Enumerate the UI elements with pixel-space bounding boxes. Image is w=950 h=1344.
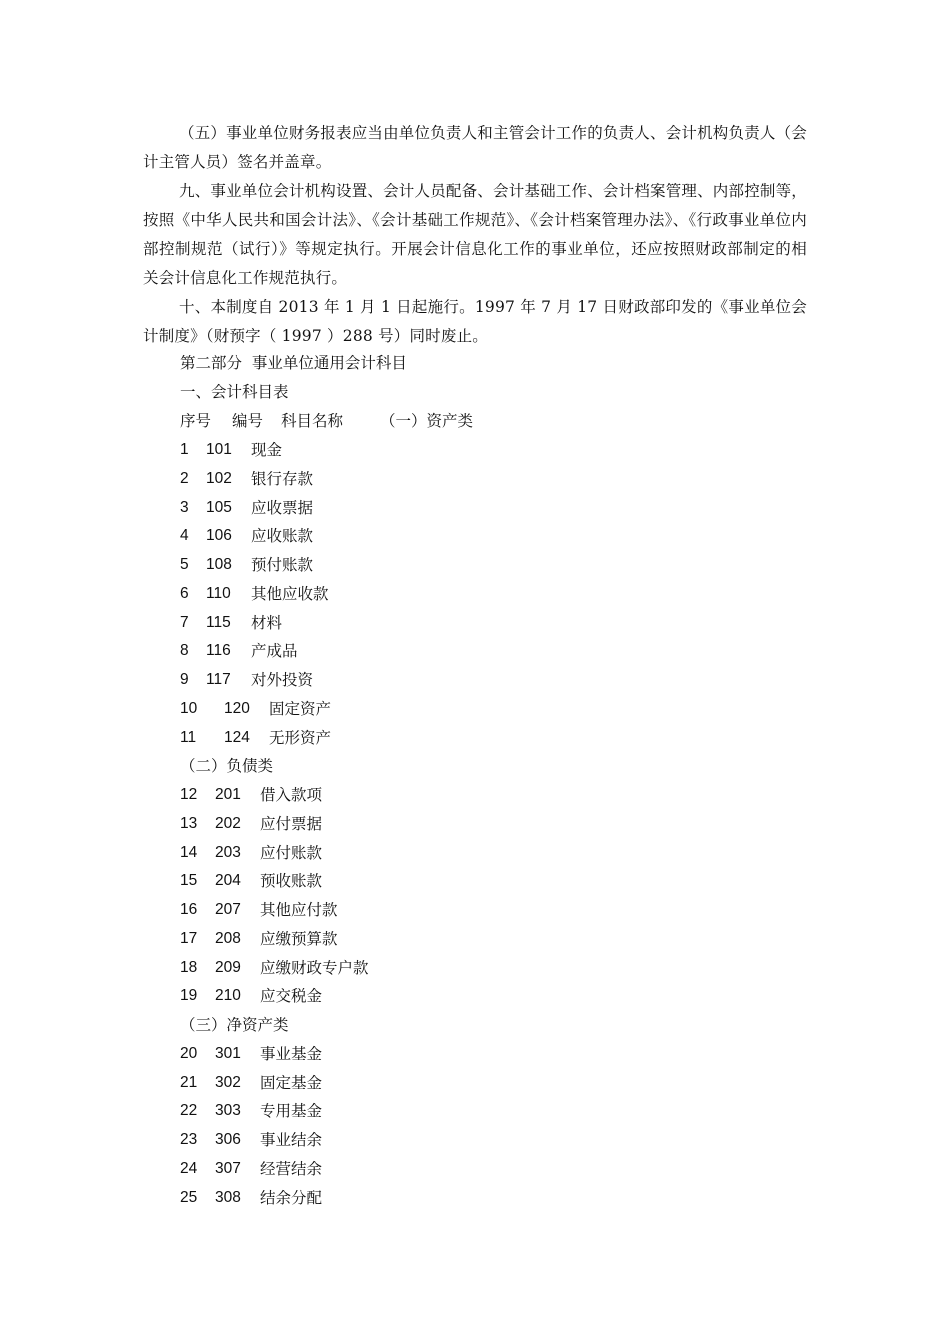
row-seq: 16 — [180, 901, 198, 918]
row-seq: 19 — [180, 987, 198, 1005]
row-name: 银行存款 — [251, 469, 314, 488]
row-name: 应缴财政专户款 — [260, 958, 369, 977]
paragraph-signature-requirement: （五）事业单位财务报表应当由单位负责人和主管会计工作的负责人、会计机构负责人（会计主管人员）签名并盖章。 — [143, 124, 808, 171]
row-name: 应缴预算款 — [260, 929, 338, 948]
row-seq: 6 — [180, 584, 189, 602]
row-code: 204 — [215, 872, 241, 890]
row-seq: 25 — [180, 1188, 198, 1206]
row-name: 其他应付款 — [260, 901, 338, 919]
row-name: 无形资产 — [269, 728, 332, 747]
row-code: 209 — [215, 958, 241, 976]
row-seq: 10 — [180, 699, 198, 717]
row-seq: 15 — [180, 872, 198, 890]
row-code: 116 — [206, 642, 231, 660]
row-name: 现金 — [251, 441, 283, 459]
row-seq: 21 — [180, 1073, 198, 1091]
row-code: 101 — [206, 441, 232, 458]
row-seq: 8 — [180, 642, 189, 660]
row-code: 301 — [215, 1044, 241, 1062]
row-name: 事业基金 — [260, 1044, 323, 1063]
row-name: 对外投资 — [251, 671, 314, 689]
row-seq: 18 — [180, 958, 198, 976]
row-code: 108 — [206, 556, 232, 573]
row-name: 借入款项 — [260, 786, 323, 804]
row-seq: 5 — [180, 556, 189, 573]
header-name: 科目名称 — [281, 412, 344, 430]
section-title: 一、会计科目表 — [180, 383, 289, 401]
row-name: 经营结余 — [260, 1159, 323, 1178]
row-seq: 7 — [180, 613, 189, 631]
row-code: 124 — [224, 728, 250, 746]
row-code: 302 — [215, 1073, 241, 1091]
part-title: 第二部分 事业单位通用会计科目 — [180, 354, 407, 372]
header-first-category: （一）资产类 — [380, 412, 474, 430]
row-code: 102 — [206, 469, 232, 487]
paragraph-article-ten: 十、本制度自 2013 年 1 月 1 日起施行。1997 年 7 月 17 日财政部印发的《事业单位会计制度》（财预字（ 1997 ）288 号）同时废止。 — [143, 298, 807, 345]
row-name: 固定资产 — [269, 699, 332, 718]
row-name: 产成品 — [251, 642, 298, 661]
paragraph-article-nine: 九、事业单位会计机构设置、会计人员配备、会计基础工作、会计档案管理、内部控制等，按照《中华人民共和国会计法》、《会计基础工作规范》、《会计档案管理办法》、《行政事业单位内部控制规范（试行）》等规定执行。开展会计信息化工作的事业单位，还应按照财政部制定的相关会计信息化工作规范执行。 — [143, 182, 808, 287]
row-name: 预收账款 — [260, 872, 323, 891]
row-seq: 23 — [180, 1131, 198, 1148]
row-code: 202 — [215, 814, 241, 832]
row-name: 材料 — [251, 613, 283, 632]
row-seq: 14 — [180, 843, 198, 861]
row-name: 结余分配 — [260, 1188, 323, 1207]
row-code: 117 — [206, 671, 231, 688]
row-name: 预付账款 — [251, 556, 314, 574]
row-code: 115 — [206, 613, 231, 631]
row-code: 203 — [215, 843, 241, 861]
row-code: 210 — [215, 987, 241, 1005]
row-seq: 11 — [180, 728, 197, 746]
header-code: 编号 — [232, 412, 264, 430]
row-seq: 13 — [180, 814, 198, 832]
row-code: 303 — [215, 1102, 241, 1120]
category-label: （二）负债类 — [180, 757, 274, 776]
row-code: 307 — [215, 1159, 241, 1177]
row-code: 105 — [206, 498, 232, 516]
row-seq: 3 — [180, 498, 189, 516]
row-code: 201 — [215, 786, 241, 803]
row-name: 应收票据 — [251, 498, 314, 517]
row-name: 应收账款 — [251, 527, 314, 546]
row-seq: 24 — [180, 1159, 198, 1177]
row-seq: 9 — [180, 671, 189, 688]
row-seq: 17 — [180, 929, 198, 947]
row-code: 308 — [215, 1188, 241, 1206]
row-code: 110 — [206, 584, 231, 602]
row-name: 专用基金 — [260, 1102, 323, 1121]
row-name: 应付账款 — [260, 843, 323, 862]
row-code: 306 — [215, 1131, 241, 1148]
row-seq: 4 — [180, 527, 189, 545]
row-code: 106 — [206, 527, 232, 545]
header-seq: 序号 — [180, 412, 212, 430]
row-seq: 2 — [180, 469, 189, 487]
row-code: 207 — [215, 901, 241, 918]
row-seq: 1 — [180, 441, 189, 458]
row-name: 固定基金 — [260, 1073, 323, 1092]
row-code: 120 — [224, 699, 250, 717]
row-seq: 22 — [180, 1102, 198, 1120]
category-label: （三）净资产类 — [180, 1016, 289, 1034]
row-seq: 20 — [180, 1044, 198, 1062]
row-seq: 12 — [180, 786, 198, 803]
row-name: 其他应收款 — [251, 584, 329, 603]
row-code: 208 — [215, 929, 241, 947]
row-name: 事业结余 — [260, 1131, 323, 1149]
row-name: 应交税金 — [260, 987, 323, 1006]
row-name: 应付票据 — [260, 814, 323, 833]
